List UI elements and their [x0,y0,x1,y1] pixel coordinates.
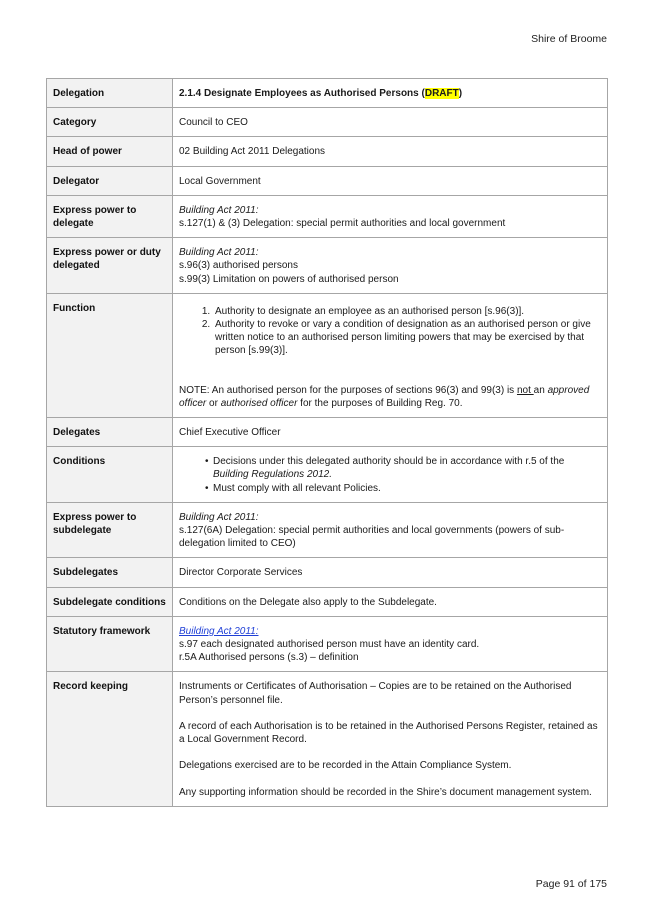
record-paragraph: Any supporting information should be recorded in the Shire’s document management system. [179,786,592,798]
note-not-underlined: not [516,384,534,396]
page-number: Page 91 of 175 [535,878,607,890]
header-organisation: Shire of Broome [531,33,607,45]
list-item: • Must comply with all relevant Policies. [213,482,601,495]
row-label: Subdelegate conditions [47,587,173,616]
subdelegates-value: Director Corporate Services [173,558,608,587]
function-note: NOTE: An authorised person for the purposes of sections 96(3) and 99(3) is not an approved officer or authorised officer for the purposes of Building Reg. 70. [179,384,590,409]
statutory-framework-value [173,616,608,672]
row-label: Head of power [47,137,173,166]
function-value [173,293,608,417]
row-express-power-to-delegate [47,195,608,237]
delegates-value: Chief Executive Officer [173,418,608,447]
title-close: ) [458,88,463,99]
row-label: Delegates [47,418,173,447]
section-line: s.127(1) & (3) Delegation: special permit authorities and local government [179,218,506,230]
list-item: • Decisions under this delegated authority should be in accordance with r.5 of the Building Regulations 2012. [213,455,601,481]
row-subdelegates [47,558,608,587]
act-name: Building Act 2011: [179,204,259,216]
row-label: Delegator [47,166,173,195]
row-express-power-to-subdelegate [47,502,608,558]
function-list [179,305,601,358]
row-label: Category [47,108,173,137]
record-paragraph: Delegations exercised are to be recorded in the Attain Compliance System. [179,760,512,772]
express-duty-value [173,238,608,294]
row-label: Delegation [47,79,173,108]
row-function [47,293,608,417]
record-keeping-value [173,672,608,806]
row-label: Conditions [47,447,173,503]
row-record-keeping [47,672,608,806]
delegator-value: Local Government [173,166,608,195]
delegation-title [173,79,608,108]
row-head-of-power [47,137,608,166]
record-paragraph: Instruments or Certificates of Authorisation – Copies are to be retained on the Authorised Person’s personnel file. [179,681,572,706]
delegation-table [46,78,608,807]
act-name: Building Act 2011: [179,247,259,259]
row-category [47,108,608,137]
section-line: s.96(3) authorised persons [179,260,298,272]
row-delegator [47,166,608,195]
row-label: Express power to delegate [47,195,173,237]
section-line: s.99(3) Limitation on powers of authorised person [179,273,399,285]
subdelegate-conditions-value: Conditions on the Delegate also apply to the Subdelegate. [173,587,608,616]
building-act-link[interactable]: Building Act 2011: [179,625,259,637]
row-label: Statutory framework [47,616,173,672]
row-delegates [47,418,608,447]
list-item: 2. Authority to revoke or vary a condition of designation as an authorised person or give written notice to an authorised person limiting powers that may be exercised by that person [s.99(3)]. [213,318,601,358]
section-line: r.5A Authorised persons (s.3) – definition [179,652,359,664]
title-text: 2.1.4 Designate Employees as Authorised Persons ( [179,88,425,99]
row-subdelegate-conditions [47,587,608,616]
conditions-value [173,447,608,503]
section-line: s.127(6A) Delegation: special permit authorities and local governments (powers of sub-delegation limited to CEO) [179,525,565,550]
subdelegate-power-value [173,502,608,558]
record-paragraph: A record of each Authorisation is to be retained in the Authorised Persons Register, retained as a Local Government Record. [179,720,598,746]
row-label: Express power or duty delegated [47,238,173,294]
row-statutory-framework [47,616,608,672]
category-value: Council to CEO [173,108,608,137]
conditions-list [179,455,601,495]
list-item: 1. Authority to designate an employee as an authorised person [s.96(3)]. [213,305,601,318]
head-of-power-value: 02 Building Act 2011 Delegations [173,137,608,166]
express-power-value [173,195,608,237]
row-label: Record keeping [47,672,173,806]
draft-highlight: DRAFT [424,88,459,99]
row-express-power-or-duty [47,238,608,294]
section-line: s.97 each designated authorised person must have an identity card. [179,639,480,651]
row-conditions [47,447,608,503]
row-label: Express power to subdelegate [47,502,173,558]
act-name: Building Act 2011: [179,511,259,523]
row-delegation [47,79,608,108]
row-label: Function [47,293,173,417]
row-label: Subdelegates [47,558,173,587]
